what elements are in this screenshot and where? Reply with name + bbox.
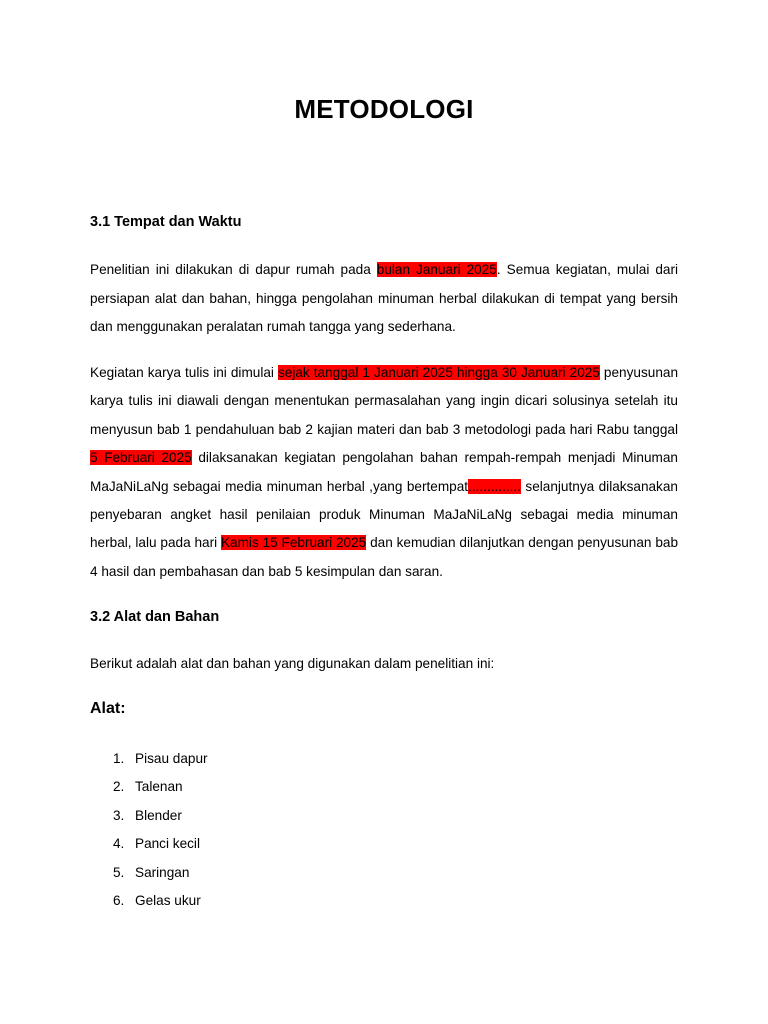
list-label: Blender	[135, 807, 182, 823]
highlight-placeholder: ..............	[468, 478, 521, 494]
highlight-date: 5 Februari 2025	[90, 450, 192, 466]
text-run: Penelitian ini dilakukan di dapur rumah pada	[90, 262, 377, 277]
list-item	[90, 859, 208, 887]
highlight-date: Kamis 15 Februari 2025	[220, 535, 367, 551]
list-label: Saringan	[135, 864, 190, 880]
paragraph-intro: Berikut adalah alat dan bahan yang digunakan dalam penelitian ini:	[90, 656, 495, 671]
list-number: 2.	[113, 779, 125, 795]
section-heading-3-2: 3.2 Alat dan Bahan	[90, 609, 220, 625]
text-run: selanjutnya dilaksanakan penyebaran angket hasil penilaian produk Minuman MaJaNiLaNg sebagai media minuman herbal, lalu pada hari	[90, 478, 678, 551]
list-number: 5.	[113, 864, 125, 880]
list-item	[90, 887, 208, 915]
list-label: Panci kecil	[135, 836, 200, 852]
list-item	[90, 773, 208, 801]
list-number: 4.	[113, 836, 125, 852]
text-run: dan kemudian dilanjutkan dengan penyusunan bab 4 hasil dan pembahasan dan bab 5 kesimpulan dan saran.	[90, 535, 678, 579]
list-label: Pisau dapur	[135, 751, 208, 766]
list-number: 6.	[113, 892, 125, 908]
text-run: dilaksanakan kegiatan pengolahan bahan rempah-rempah menjadi Minuman MaJaNiLaNg sebagai media minuman herbal ,yang bertempat	[90, 450, 678, 494]
list-label: Gelas ukur	[135, 892, 201, 908]
list-item	[90, 745, 208, 773]
list-number: 3.	[113, 807, 125, 823]
text-run: penyusunan karya tulis ini diawali dengan menentukan permasalahan yang ingin dicari solusinya setelah itu menyusun bab 1 pendahuluan bab 2 kajian materi dan bab 3 metodologi pada hari Rabu tanggal	[90, 365, 678, 437]
highlight-date: bulan Januari 2025	[376, 262, 497, 277]
alat-heading: Alat:	[90, 700, 126, 717]
list-number: 1.	[113, 751, 125, 766]
list-item	[90, 802, 208, 830]
list-item	[90, 830, 208, 858]
text-run: Kegiatan karya tulis ini dimulai	[90, 365, 278, 380]
paragraph-waktu	[90, 359, 678, 586]
list-label: Talenan	[135, 779, 183, 795]
page-title: METODOLOGI	[294, 94, 474, 124]
paragraph-tempat	[90, 256, 678, 342]
alat-list	[90, 745, 208, 915]
section-heading-3-1: 3.1 Tempat dan Waktu	[90, 214, 242, 230]
text-run: . Semua kegiatan, mulai dari persiapan alat dan bahan, hingga pengolahan minuman herbal dilakukan di tempat yang bersih dan menggunakan peralatan rumah tangga yang sederhana.	[90, 262, 679, 335]
highlight-date-range: sejak tanggal 1 Januari 2025 hingga 30 Januari 2025	[278, 365, 600, 380]
